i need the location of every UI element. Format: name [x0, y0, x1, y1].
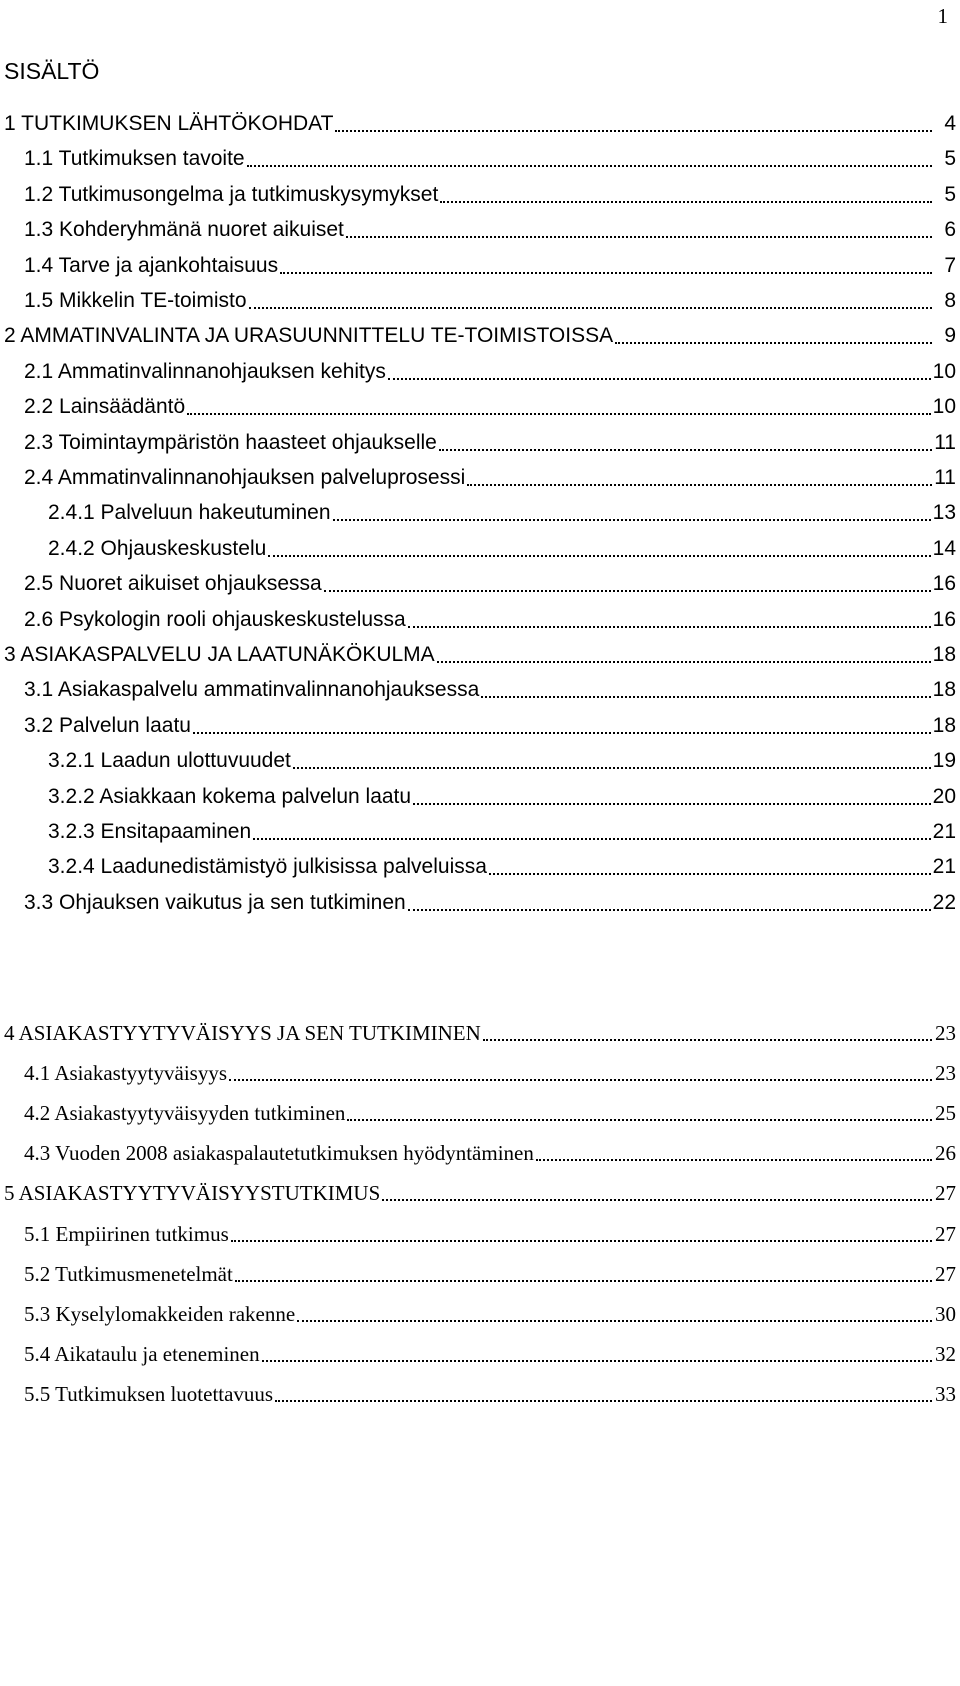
toc-entry[interactable] — [0, 428, 960, 458]
toc-entry[interactable] — [0, 144, 960, 174]
toc-entry-title: 2.5 Nuoret aikuiset ohjauksessa — [24, 572, 322, 595]
toc-entry-title: 4 ASIAKASTYYTYVÄISYYS JA SEN TUTKIMINEN — [4, 1021, 481, 1045]
toc-entry[interactable] — [0, 746, 960, 776]
toc-dot-leader — [346, 236, 932, 238]
toc-entry[interactable] — [0, 463, 960, 493]
toc-entry-title: 3.2.3 Ensitapaaminen — [48, 820, 252, 843]
toc-entry-title: 1.5 Mikkelin TE-toimisto — [24, 289, 247, 312]
toc-entry-title: 4.2 Asiakastyytyväisyyden tutkiminen — [24, 1101, 346, 1125]
toc-dot-leader — [483, 1039, 932, 1041]
toc-entry-page: 33 — [935, 1382, 956, 1406]
toc-dot-leader — [275, 1400, 932, 1402]
toc-entry[interactable] — [0, 675, 960, 705]
toc-entry[interactable] — [0, 498, 960, 528]
toc-entry-page: 7 — [944, 254, 956, 277]
toc-entry-title: 2.4.2 Ohjauskeskustelu — [48, 537, 267, 560]
toc-entry-page: 20 — [932, 785, 956, 808]
toc-entry-title: 3.3 Ohjauksen vaikutus ja sen tutkiminen — [24, 891, 406, 914]
toc-entry-page: 10 — [932, 360, 956, 383]
toc-entry[interactable] — [0, 888, 960, 918]
toc-entry[interactable] — [0, 1058, 960, 1088]
toc-entry-page: 21 — [932, 820, 956, 843]
toc-entry-title: 3.2.1 Laadun ulottuvuudet — [48, 749, 291, 772]
toc-dot-leader — [247, 165, 932, 167]
toc-entry-title: 5.4 Aikataulu ja eteneminen — [24, 1342, 260, 1366]
toc-entry-title: 3.2.4 Laadunedistämistyö julkisissa palveluissa — [48, 855, 487, 878]
toc-entry-page: 4 — [944, 112, 956, 135]
toc-dot-leader — [293, 767, 931, 769]
toc-dot-leader — [335, 130, 932, 132]
toc-entry-page: 13 — [932, 501, 956, 524]
toc-entry[interactable] — [0, 392, 960, 422]
toc-entry-page: 9 — [944, 324, 956, 347]
toc-dot-leader — [297, 1320, 932, 1322]
toc-entry[interactable] — [0, 1219, 960, 1249]
toc-dot-leader — [229, 1079, 932, 1081]
toc-entry-title: 5 ASIAKASTYYTYVÄISYYSTUTKIMUS — [4, 1181, 381, 1205]
toc-dot-leader — [388, 378, 931, 380]
toc-entry-page: 18 — [932, 714, 956, 737]
toc-entry-title: 2.4.1 Palveluun hakeutuminen — [48, 501, 331, 524]
toc-dot-leader — [489, 873, 931, 875]
toc-entry-page: 30 — [935, 1302, 956, 1326]
toc-entry-page: 27 — [935, 1222, 956, 1246]
toc-dot-leader — [262, 1360, 932, 1362]
toc-entry[interactable] — [0, 251, 960, 281]
toc-entry-page: 23 — [935, 1061, 956, 1085]
toc-entry-page: 18 — [932, 678, 956, 701]
toc-entry[interactable] — [0, 817, 960, 847]
toc-entry-page: 16 — [932, 572, 956, 595]
toc-dot-leader — [280, 272, 932, 274]
toc-entry-title: 4.3 Vuoden 2008 asiakaspalautetutkimuksen hyödyntäminen — [24, 1141, 534, 1165]
toc-entry-page: 10 — [932, 395, 956, 418]
toc-entry[interactable] — [0, 180, 960, 210]
toc-dot-leader — [268, 555, 930, 557]
toc-entry-page: 27 — [935, 1262, 956, 1286]
toc-entry-title: 3.2.2 Asiakkaan kokema palvelun laatu — [48, 785, 412, 808]
toc-dot-leader — [249, 307, 932, 309]
toc-entry[interactable] — [0, 357, 960, 387]
toc-heading: SISÄLTÖ — [4, 58, 100, 84]
toc-entry-title: 4.1 Asiakastyytyväisyys — [24, 1061, 227, 1085]
toc-dot-leader — [347, 1119, 932, 1121]
toc-entry[interactable] — [0, 569, 960, 599]
toc-entry-title: 2.2 Lainsäädäntö — [24, 395, 186, 418]
toc-entry[interactable] — [0, 605, 960, 635]
toc-entry-page: 11 — [934, 431, 956, 454]
toc-entry-title: 5.3 Kyselylomakkeiden rakenne — [24, 1302, 296, 1326]
toc-entry-page: 16 — [932, 608, 956, 631]
toc-dot-leader — [253, 838, 931, 840]
toc-entry[interactable] — [0, 1299, 960, 1329]
toc-entry-title: 1.1 Tutkimuksen tavoite — [24, 147, 245, 170]
toc-entry[interactable] — [0, 1178, 960, 1208]
toc-entry-page: 8 — [944, 289, 956, 312]
toc-dot-leader — [536, 1159, 932, 1161]
toc-entry[interactable] — [0, 321, 960, 351]
page-number: 1 — [937, 4, 948, 28]
toc-entry-title: 3.2 Palvelun laatu — [24, 714, 191, 737]
toc-dot-leader — [439, 449, 932, 451]
toc-entry[interactable] — [0, 1018, 960, 1048]
toc-entry-title: 3.1 Asiakaspalvelu ammatinvalinnanohjauksessa — [24, 678, 480, 701]
toc-entry-page: 22 — [932, 891, 956, 914]
toc-entry[interactable] — [0, 1098, 960, 1128]
toc-entry[interactable] — [0, 1259, 960, 1289]
toc-entry-page: 23 — [935, 1021, 956, 1045]
toc-entry-title: 5.5 Tutkimuksen luotettavuus — [24, 1382, 274, 1406]
toc-dot-leader — [382, 1199, 932, 1201]
toc-entry-page: 6 — [944, 218, 956, 241]
toc-entry[interactable] — [0, 1379, 960, 1409]
toc-entry-page: 5 — [944, 147, 956, 170]
toc-dot-leader — [481, 696, 930, 698]
toc-entry[interactable] — [0, 1138, 960, 1168]
toc-entry-page: 18 — [932, 643, 956, 666]
toc-entry[interactable] — [0, 215, 960, 245]
toc-dot-leader — [440, 201, 932, 203]
toc-entry-page: 19 — [932, 749, 956, 772]
toc-entry[interactable] — [0, 640, 960, 670]
toc-entry-title: 2.3 Toimintaympäristön haasteet ohjaukselle — [24, 431, 437, 454]
toc-entry[interactable] — [0, 1339, 960, 1369]
toc-dot-leader — [324, 590, 931, 592]
toc-entry-title: 1.3 Kohderyhmänä nuoret aikuiset — [24, 218, 344, 241]
toc-entry-page: 14 — [932, 537, 956, 560]
toc-dot-leader — [413, 803, 931, 805]
toc-entry[interactable] — [0, 782, 960, 812]
toc-entry-title: 5.2 Tutkimusmenetelmät — [24, 1262, 233, 1286]
toc-dot-leader — [235, 1280, 932, 1282]
toc-dot-leader — [467, 484, 932, 486]
toc-entry-title: 5.1 Empiirinen tutkimus — [24, 1222, 229, 1246]
toc-entry-title: 2.6 Psykologin rooli ohjauskeskustelussa — [24, 608, 406, 631]
toc-entry-page: 25 — [935, 1101, 956, 1125]
toc-entry-title: 3 ASIAKASPALVELU JA LAATUNÄKÖKULMA — [4, 643, 435, 666]
toc-entry-page: 5 — [944, 183, 956, 206]
toc-entry-page: 32 — [935, 1342, 956, 1366]
toc-entry-page: 27 — [935, 1181, 956, 1205]
toc-entry-title: 2 AMMATINVALINTA JA URASUUNNITTELU TE-TOIMISTOISSA — [4, 324, 614, 347]
toc-dot-leader — [193, 732, 931, 734]
toc-entry-title: 1 TUTKIMUKSEN LÄHTÖKOHDAT — [4, 112, 334, 135]
toc-entry[interactable] — [0, 286, 960, 316]
toc-entry[interactable] — [0, 711, 960, 741]
toc-entry-page: 26 — [935, 1141, 956, 1165]
toc-entry-title: 2.4 Ammatinvalinnanohjauksen palveluprosessi — [24, 466, 466, 489]
toc-dot-leader — [437, 661, 931, 663]
toc-dot-leader — [231, 1240, 932, 1242]
toc-dot-leader — [408, 626, 931, 628]
toc-dot-leader — [615, 342, 932, 344]
toc-entry[interactable] — [0, 109, 960, 139]
toc-entry-title: 1.2 Tutkimusongelma ja tutkimuskysymykset — [24, 183, 439, 206]
toc-entry-title: 1.4 Tarve ja ajankohtaisuus — [24, 254, 279, 277]
toc-dot-leader — [408, 909, 931, 911]
toc-dot-leader — [187, 413, 931, 415]
toc-entry[interactable] — [0, 534, 960, 564]
toc-entry[interactable] — [0, 852, 960, 882]
toc-entry-page: 11 — [934, 466, 956, 489]
toc-entry-title: 2.1 Ammatinvalinnanohjauksen kehitys — [24, 360, 386, 383]
toc-dot-leader — [333, 519, 931, 521]
toc-entry-page: 21 — [932, 855, 956, 878]
